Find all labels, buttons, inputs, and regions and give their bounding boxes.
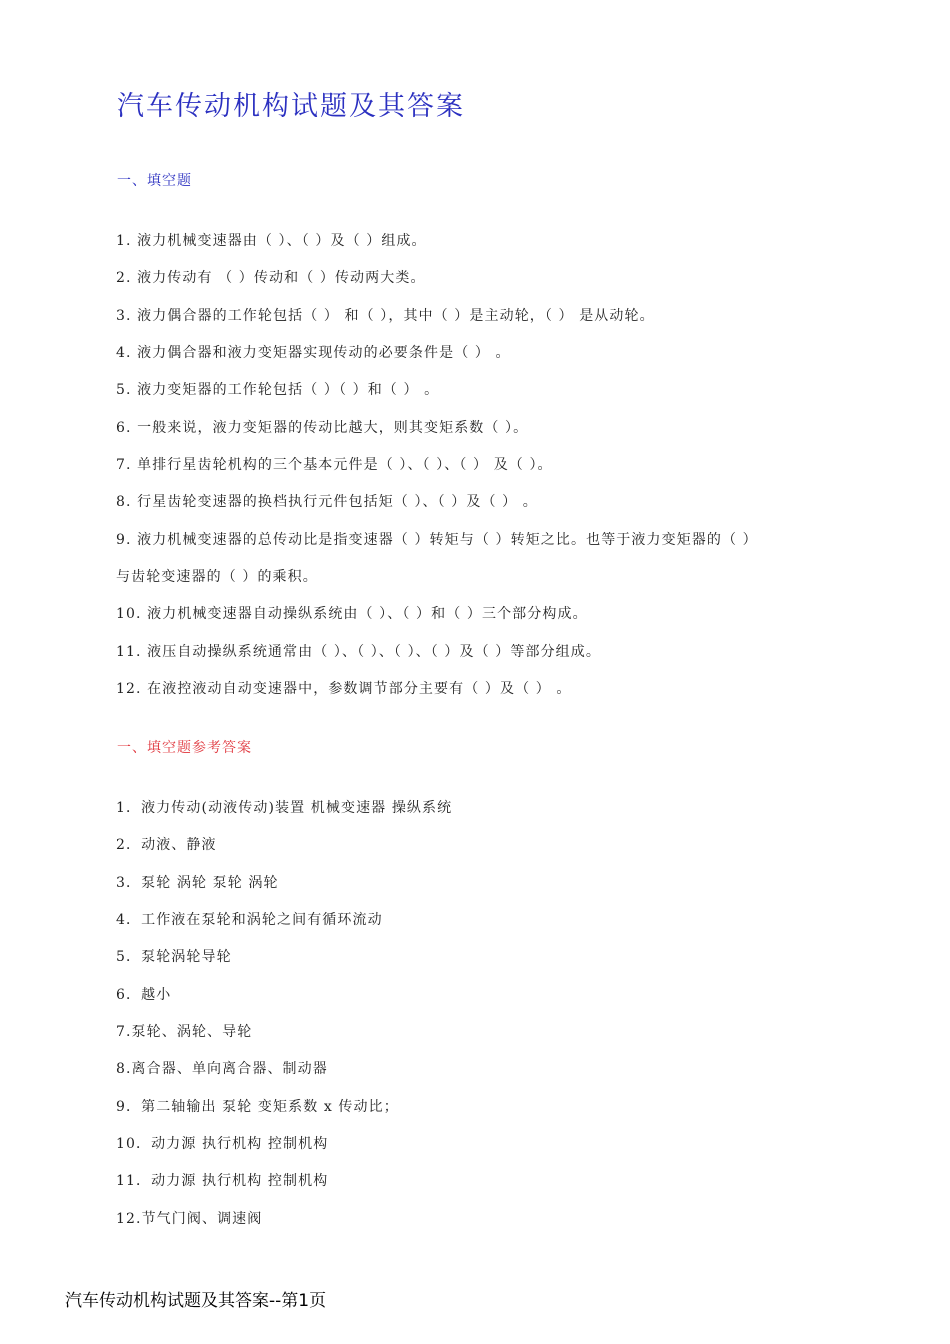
question-line: 11. 液压自动操纵系统通常由（ ）、（ ）、（ ）、（ ）及（ ）等部分组成。 — [116, 644, 601, 660]
questions-heading: 一、填空题 — [117, 173, 192, 189]
answer-line: 10．动力源 执行机构 控制机构 — [116, 1136, 329, 1152]
answer-line: 7.泵轮、涡轮、导轮 — [116, 1024, 253, 1040]
answer-line: 4．工作液在泵轮和涡轮之间有循环流动 — [116, 912, 383, 928]
answer-line: 6．越小 — [116, 987, 172, 1003]
question-line: 3. 液力偶合器的工作轮包括（ ） 和（ ），其中（ ）是主动轮，（ ） 是从动轮。 — [116, 308, 655, 324]
question-line: 1. 液力机械变速器由（ ）、（ ）及（ ）组成。 — [116, 233, 427, 249]
answer-line: 11．动力源 执行机构 控制机构 — [116, 1173, 329, 1189]
question-line: 9. 液力机械变速器的总传动比是指变速器（ ）转矩与（ ）转矩之比。也等于液力变矩器的（ ） — [116, 532, 758, 548]
question-line: 5. 液力变矩器的工作轮包括（ ）（ ）和（ ） 。 — [116, 382, 440, 398]
question-line: 7. 单排行星齿轮机构的三个基本元件是（ ）、（ ）、（ ） 及（ ）。 — [116, 457, 553, 473]
question-line: 2. 液力传动有 （ ）传动和（ ）传动两大类。 — [116, 270, 426, 286]
answer-line: 5．泵轮涡轮导轮 — [116, 949, 232, 965]
question-line: 与齿轮变速器的（ ）的乘积。 — [116, 569, 318, 585]
question-line: 12. 在液控液动自动变速器中，参数调节部分主要有（ ）及（ ） 。 — [116, 681, 572, 697]
answer-line: 3．泵轮 涡轮 泵轮 涡轮 — [116, 875, 279, 891]
question-line: 6. 一般来说，液力变矩器的传动比越大，则其变矩系数（ ）。 — [116, 420, 529, 436]
answer-line: 9．第二轴输出 泵轮 变矩系数 x 传动比； — [116, 1099, 399, 1115]
answer-line: 12.节气门阀、调速阀 — [116, 1211, 263, 1227]
answer-line: 8.离合器、单向离合器、制动器 — [116, 1061, 328, 1077]
page-footer: 汽车传动机构试题及其答案--第1页 — [65, 1291, 327, 1311]
question-line: 8. 行星齿轮变速器的换档执行元件包括矩（ ）、（ ）及（ ） 。 — [116, 494, 538, 510]
answer-line: 1．液力传动(动液传动)装置 机械变速器 操纵系统 — [116, 800, 453, 816]
page-title: 汽车传动机构试题及其答案 — [117, 91, 465, 122]
answers-heading: 一、填空题参考答案 — [117, 740, 252, 756]
question-line: 10. 液力机械变速器自动操纵系统由（ ）、（ ）和（ ）三个部分构成。 — [116, 606, 588, 622]
answer-line: 2．动液、静液 — [116, 837, 217, 853]
question-line: 4. 液力偶合器和液力变矩器实现传动的必要条件是（ ） 。 — [116, 345, 511, 361]
